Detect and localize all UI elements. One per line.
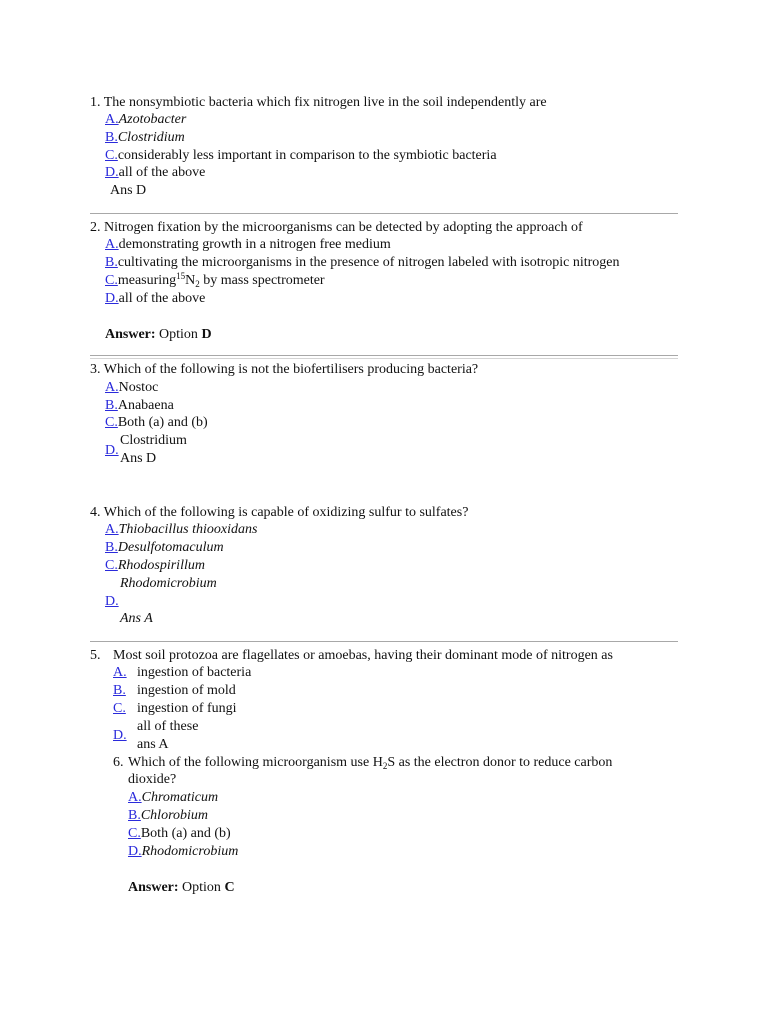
option-b-text: Clostridium: [117, 130, 185, 145]
option-a-text: Azotobacter: [118, 112, 187, 127]
option-b-link[interactable]: B.: [128, 808, 141, 823]
option-c-link[interactable]: C.: [113, 701, 126, 716]
question-2: [90, 219, 583, 236]
option-c-link[interactable]: C.: [105, 148, 118, 163]
option-a-text: Nostoc: [118, 380, 159, 395]
question-text-cont: dioxide?: [128, 772, 177, 787]
option-c-link[interactable]: C.: [105, 558, 118, 573]
option-a-link[interactable]: A.: [105, 522, 119, 537]
question-number: 2.: [90, 220, 101, 235]
question-text: Which of the following is capable of oxidizing sulfur to sulfates?: [103, 505, 469, 520]
divider: [90, 355, 678, 359]
answer-value: C: [224, 880, 235, 895]
option-c-link[interactable]: C.: [105, 273, 118, 288]
option-c-text: $measuring^{15}N_2$ by mass spectrometer: [117, 271, 325, 289]
option-c-text: Both (a) and (b): [117, 415, 208, 430]
question-text: The nonsymbiotic bacteria which fix nitrogen live in the soil independently are: [103, 95, 547, 110]
option-a-link[interactable]: A.: [113, 665, 127, 680]
option-a-text: Thiobacillus thiooxidans: [118, 522, 258, 537]
option-d-text: Rhodomicrobium: [141, 844, 239, 859]
option-a-text: ingestion of bacteria: [137, 665, 252, 680]
option-b-link[interactable]: B.: [105, 255, 118, 270]
option-b-text: Chlorobium: [140, 808, 208, 823]
option-b-text: ingestion of mold: [137, 683, 236, 698]
answer-text: ans A: [137, 737, 169, 752]
option-c-link[interactable]: C.: [128, 826, 141, 841]
question-number: 4.: [90, 505, 101, 520]
question-text: Most soil protozoa are flagellates or amoebas, having their dominant mode of nitrogen as: [113, 648, 613, 663]
question-text: Nitrogen fixation by the microorganisms can be detected by adopting the approach of: [104, 220, 583, 235]
question-number: 3.: [90, 362, 101, 377]
option-a-link[interactable]: A.: [128, 790, 142, 805]
option-row: [105, 111, 186, 128]
option-row: [128, 843, 238, 860]
answer-line: Answer: Option C: [128, 880, 235, 895]
question-text: Which of the following microorganism use $H_2S$ as the electron donor to reduce carbon: [128, 755, 613, 771]
option-row: [105, 379, 158, 396]
divider: [90, 213, 678, 214]
option-b-link[interactable]: B.: [105, 398, 118, 413]
option-d-link[interactable]: D.: [128, 844, 142, 859]
option-d-link[interactable]: D.: [105, 291, 119, 306]
option-b-link[interactable]: B.: [105, 540, 118, 555]
option-row: [105, 414, 208, 431]
option-b-link[interactable]: B.: [113, 683, 126, 698]
answer-line: Answer: Option D: [105, 327, 212, 342]
option-c-text: considerably less important in comparison to the symbiotic bacteria: [117, 148, 497, 163]
question-3: [90, 361, 478, 378]
option-row: [105, 147, 497, 164]
option-a-link[interactable]: A.: [105, 112, 119, 127]
option-row: [105, 164, 205, 181]
question-1: [90, 94, 547, 111]
option-b-link[interactable]: B.: [105, 130, 118, 145]
option-d-text: all of the above: [118, 165, 206, 180]
divider: [90, 641, 678, 642]
option-d-link[interactable]: D.: [105, 165, 119, 180]
option-row: [128, 807, 208, 824]
option-d-link[interactable]: D.: [113, 728, 127, 743]
option-d-text: Clostridium: [120, 433, 187, 448]
option-row: [105, 521, 257, 538]
option-a-text: demonstrating growth in a nitrogen free medium: [118, 237, 391, 252]
question-6: [113, 754, 124, 771]
option-c-text: Both (a) and (b): [140, 826, 231, 841]
option-row: [105, 397, 174, 414]
option-d-text: Rhodomicrobium: [120, 576, 217, 591]
option-b-text: Desulfotomaculum: [117, 540, 224, 555]
option-c-link[interactable]: C.: [105, 415, 118, 430]
answer-text: Ans D: [110, 183, 147, 198]
option-d-text: all of the above: [118, 291, 206, 306]
option-a-text: Chromaticum: [141, 790, 219, 805]
answer-text: Ans D: [120, 451, 157, 466]
option-b-text: cultivating the microorganisms in the presence of nitrogen labeled with isotropic nitrogen: [117, 255, 620, 270]
question-number: 6.: [113, 755, 124, 770]
option-row: [105, 254, 620, 271]
option-row: [105, 557, 205, 574]
option-row: [128, 789, 218, 806]
option-d-link[interactable]: D.: [105, 594, 119, 609]
answer-value: D: [201, 327, 212, 342]
option-row: [105, 290, 205, 307]
option-row: [105, 539, 224, 556]
question-5: [90, 647, 101, 664]
option-a-link[interactable]: A.: [105, 380, 119, 395]
question-4: [90, 504, 468, 521]
option-row: [105, 272, 325, 289]
question-number: 1.: [90, 95, 101, 110]
question-number: 5.: [90, 648, 101, 663]
option-row: [128, 825, 231, 842]
option-c-text: Rhodospirillum: [117, 558, 205, 573]
option-row: [105, 129, 185, 146]
option-a-link[interactable]: A.: [105, 237, 119, 252]
option-d-link[interactable]: D.: [105, 443, 119, 458]
option-d-text: all of these: [137, 719, 199, 734]
option-row: [105, 236, 391, 253]
option-b-text: Anabaena: [117, 398, 174, 413]
answer-text: Ans A: [120, 611, 153, 626]
option-c-text: ingestion of fungi: [137, 701, 237, 716]
question-text: Which of the following is not the biofertilisers producing bacteria?: [103, 362, 479, 377]
